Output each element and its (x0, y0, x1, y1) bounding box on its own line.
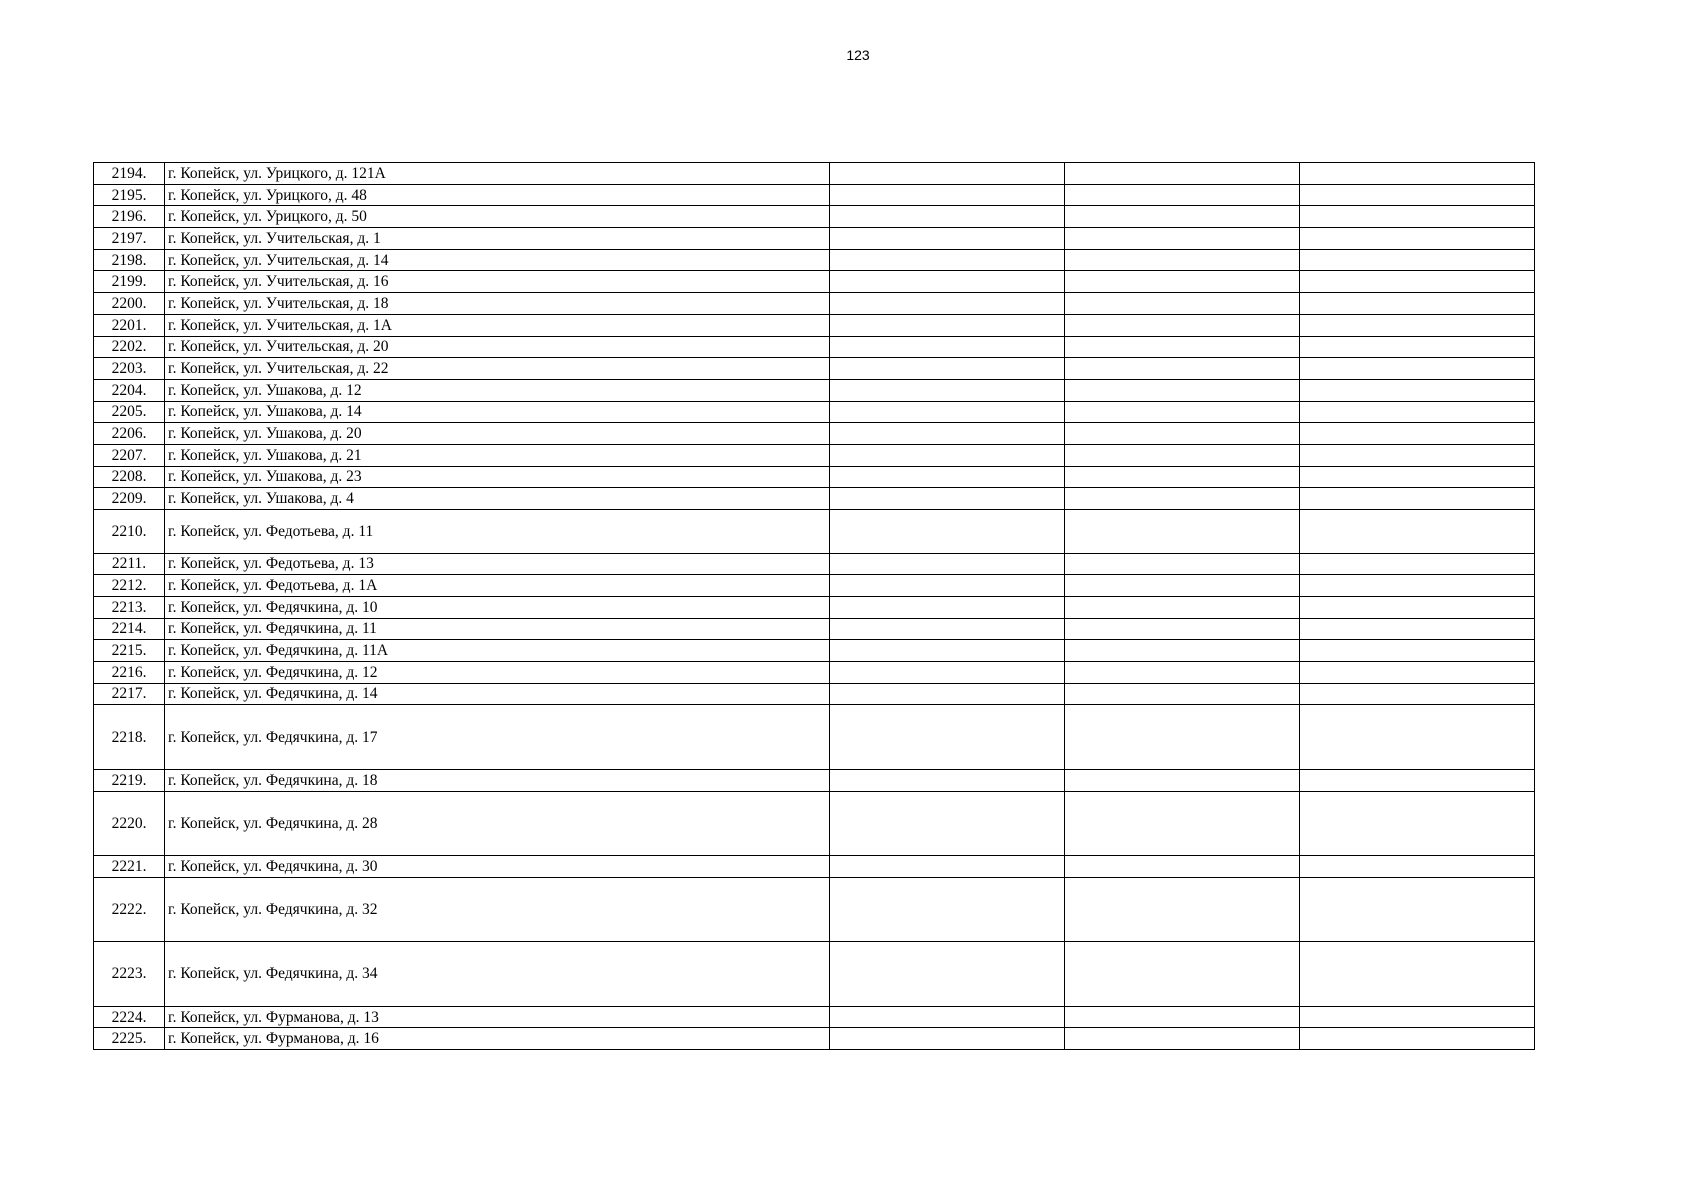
empty-cell (830, 423, 1065, 445)
empty-cell (1065, 705, 1300, 770)
address-cell: г. Копейск, ул. Федячкина, д. 18 (165, 769, 830, 791)
row-number-cell: 2210. (94, 510, 165, 554)
empty-cell (1065, 769, 1300, 791)
table-row (94, 401, 1535, 423)
table-row (94, 444, 1535, 466)
empty-cell (830, 249, 1065, 271)
row-number-cell: 2214. (94, 618, 165, 640)
empty-cell (1065, 163, 1300, 185)
empty-cell (1065, 271, 1300, 293)
row-number-cell: 2200. (94, 293, 165, 315)
row-number-cell: 2217. (94, 683, 165, 705)
table-row (94, 618, 1535, 640)
empty-cell (830, 856, 1065, 878)
table-row (94, 769, 1535, 791)
address-cell: г. Копейск, ул. Учительская, д. 22 (165, 358, 830, 380)
row-number-cell: 2220. (94, 791, 165, 856)
table-row (94, 466, 1535, 488)
empty-cell (830, 1028, 1065, 1050)
empty-cell (1300, 575, 1535, 597)
table-row (94, 791, 1535, 856)
address-cell: г. Копейск, ул. Ушакова, д. 14 (165, 401, 830, 423)
address-cell: г. Копейск, ул. Федячкина, д. 34 (165, 942, 830, 1007)
empty-cell (1300, 640, 1535, 662)
row-number-cell: 2208. (94, 466, 165, 488)
empty-cell (1065, 314, 1300, 336)
empty-cell (830, 379, 1065, 401)
row-number-cell: 2225. (94, 1028, 165, 1050)
address-cell: г. Копейск, ул. Урицкого, д. 121А (165, 163, 830, 185)
table-row (94, 423, 1535, 445)
address-cell: г. Копейск, ул. Федячкина, д. 12 (165, 661, 830, 683)
empty-cell (830, 336, 1065, 358)
empty-cell (1300, 618, 1535, 640)
empty-cell (1300, 228, 1535, 250)
empty-cell (830, 596, 1065, 618)
row-number-cell: 2195. (94, 184, 165, 206)
table-row (94, 575, 1535, 597)
empty-cell (1300, 488, 1535, 510)
empty-cell (830, 640, 1065, 662)
table-row (94, 488, 1535, 510)
empty-cell (1065, 683, 1300, 705)
table-row (94, 249, 1535, 271)
empty-cell (1065, 510, 1300, 554)
empty-cell (830, 661, 1065, 683)
empty-cell (1300, 510, 1535, 554)
table-row (94, 640, 1535, 662)
empty-cell (830, 877, 1065, 942)
address-cell: г. Копейск, ул. Учительская, д. 20 (165, 336, 830, 358)
table-row (94, 942, 1535, 1007)
address-cell: г. Копейск, ул. Федячкина, д. 14 (165, 683, 830, 705)
table-body (94, 163, 1535, 1050)
empty-cell (1300, 423, 1535, 445)
empty-cell (830, 705, 1065, 770)
empty-cell (1300, 401, 1535, 423)
address-cell: г. Копейск, ул. Ушакова, д. 21 (165, 444, 830, 466)
empty-cell (830, 769, 1065, 791)
row-number-cell: 2216. (94, 661, 165, 683)
row-number-cell: 2223. (94, 942, 165, 1007)
address-cell: г. Копейск, ул. Учительская, д. 14 (165, 249, 830, 271)
address-cell: г. Копейск, ул. Учительская, д. 1 (165, 228, 830, 250)
empty-cell (830, 314, 1065, 336)
empty-cell (1300, 314, 1535, 336)
table-row (94, 314, 1535, 336)
table-row (94, 705, 1535, 770)
row-number-cell: 2213. (94, 596, 165, 618)
empty-cell (1300, 271, 1535, 293)
empty-cell (1300, 661, 1535, 683)
row-number-cell: 2211. (94, 553, 165, 575)
row-number-cell: 2219. (94, 769, 165, 791)
address-cell: г. Копейск, ул. Учительская, д. 16 (165, 271, 830, 293)
empty-cell (1065, 379, 1300, 401)
empty-cell (1065, 618, 1300, 640)
empty-cell (1300, 942, 1535, 1007)
empty-cell (830, 791, 1065, 856)
empty-cell (1065, 856, 1300, 878)
empty-cell (1300, 1006, 1535, 1028)
table-row (94, 379, 1535, 401)
address-cell: г. Копейск, ул. Ушакова, д. 20 (165, 423, 830, 445)
empty-cell (830, 444, 1065, 466)
table-row (94, 683, 1535, 705)
table-row (94, 1028, 1535, 1050)
empty-cell (830, 553, 1065, 575)
address-cell: г. Копейск, ул. Урицкого, д. 50 (165, 206, 830, 228)
address-cell: г. Копейск, ул. Фурманова, д. 13 (165, 1006, 830, 1028)
address-cell: г. Копейск, ул. Урицкого, д. 48 (165, 184, 830, 206)
empty-cell (1065, 877, 1300, 942)
row-number-cell: 2209. (94, 488, 165, 510)
empty-cell (1300, 336, 1535, 358)
empty-cell (1065, 1028, 1300, 1050)
empty-cell (1300, 163, 1535, 185)
empty-cell (1065, 791, 1300, 856)
empty-cell (1300, 705, 1535, 770)
empty-cell (1065, 423, 1300, 445)
row-number-cell: 2199. (94, 271, 165, 293)
empty-cell (1300, 596, 1535, 618)
empty-cell (1300, 358, 1535, 380)
empty-cell (1065, 358, 1300, 380)
address-cell: г. Копейск, ул. Федотьева, д. 13 (165, 553, 830, 575)
empty-cell (830, 1006, 1065, 1028)
table-row (94, 206, 1535, 228)
table-row (94, 271, 1535, 293)
address-cell: г. Копейск, ул. Федячкина, д. 11 (165, 618, 830, 640)
empty-cell (1065, 575, 1300, 597)
row-number-cell: 2215. (94, 640, 165, 662)
empty-cell (1065, 553, 1300, 575)
empty-cell (830, 942, 1065, 1007)
empty-cell (1065, 249, 1300, 271)
row-number-cell: 2222. (94, 877, 165, 942)
address-cell: г. Копейск, ул. Федячкина, д. 17 (165, 705, 830, 770)
empty-cell (830, 683, 1065, 705)
address-cell: г. Копейск, ул. Федотьева, д. 11 (165, 510, 830, 554)
table-row (94, 877, 1535, 942)
address-table (93, 162, 1535, 1050)
table-row (94, 661, 1535, 683)
empty-cell (1300, 1028, 1535, 1050)
empty-cell (1065, 596, 1300, 618)
row-number-cell: 2204. (94, 379, 165, 401)
address-cell: г. Копейск, ул. Ушакова, д. 23 (165, 466, 830, 488)
empty-cell (1300, 293, 1535, 315)
empty-cell (830, 293, 1065, 315)
address-cell: г. Копейск, ул. Ушакова, д. 4 (165, 488, 830, 510)
empty-cell (1065, 401, 1300, 423)
empty-cell (1065, 444, 1300, 466)
address-cell: г. Копейск, ул. Фурманова, д. 16 (165, 1028, 830, 1050)
empty-cell (830, 510, 1065, 554)
empty-cell (830, 206, 1065, 228)
address-cell: г. Копейск, ул. Федотьева, д. 1А (165, 575, 830, 597)
empty-cell (1065, 640, 1300, 662)
row-number-cell: 2212. (94, 575, 165, 597)
table-row (94, 510, 1535, 554)
empty-cell (1065, 942, 1300, 1007)
empty-cell (830, 575, 1065, 597)
empty-cell (1300, 791, 1535, 856)
row-number-cell: 2197. (94, 228, 165, 250)
row-number-cell: 2194. (94, 163, 165, 185)
empty-cell (1065, 206, 1300, 228)
row-number-cell: 2202. (94, 336, 165, 358)
empty-cell (1300, 683, 1535, 705)
empty-cell (1065, 336, 1300, 358)
empty-cell (1300, 769, 1535, 791)
empty-cell (830, 228, 1065, 250)
table-row (94, 228, 1535, 250)
empty-cell (1300, 444, 1535, 466)
empty-cell (830, 271, 1065, 293)
address-cell: г. Копейск, ул. Федячкина, д. 11А (165, 640, 830, 662)
table-row (94, 184, 1535, 206)
address-cell: г. Копейск, ул. Учительская, д. 1А (165, 314, 830, 336)
address-cell: г. Копейск, ул. Ушакова, д. 12 (165, 379, 830, 401)
row-number-cell: 2203. (94, 358, 165, 380)
table-row (94, 1006, 1535, 1028)
address-cell: г. Копейск, ул. Федячкина, д. 10 (165, 596, 830, 618)
table-row (94, 596, 1535, 618)
empty-cell (830, 618, 1065, 640)
address-cell: г. Копейск, ул. Федячкина, д. 28 (165, 791, 830, 856)
table-row (94, 856, 1535, 878)
empty-cell (1300, 877, 1535, 942)
address-cell: г. Копейск, ул. Учительская, д. 18 (165, 293, 830, 315)
empty-cell (1300, 249, 1535, 271)
row-number-cell: 2221. (94, 856, 165, 878)
row-number-cell: 2207. (94, 444, 165, 466)
empty-cell (830, 401, 1065, 423)
table-row (94, 163, 1535, 185)
empty-cell (1300, 466, 1535, 488)
row-number-cell: 2206. (94, 423, 165, 445)
empty-cell (1065, 228, 1300, 250)
empty-cell (830, 184, 1065, 206)
empty-cell (1300, 379, 1535, 401)
empty-cell (830, 163, 1065, 185)
row-number-cell: 2224. (94, 1006, 165, 1028)
row-number-cell: 2201. (94, 314, 165, 336)
row-number-cell: 2198. (94, 249, 165, 271)
empty-cell (1065, 661, 1300, 683)
address-cell: г. Копейск, ул. Федячкина, д. 30 (165, 856, 830, 878)
empty-cell (1300, 856, 1535, 878)
table-row (94, 293, 1535, 315)
empty-cell (1065, 293, 1300, 315)
empty-cell (1300, 553, 1535, 575)
row-number-cell: 2205. (94, 401, 165, 423)
empty-cell (1300, 184, 1535, 206)
empty-cell (1065, 184, 1300, 206)
empty-cell (830, 358, 1065, 380)
address-cell: г. Копейск, ул. Федячкина, д. 32 (165, 877, 830, 942)
row-number-cell: 2196. (94, 206, 165, 228)
empty-cell (830, 488, 1065, 510)
page-number: 123 (846, 47, 870, 63)
table-row (94, 553, 1535, 575)
row-number-cell: 2218. (94, 705, 165, 770)
empty-cell (830, 466, 1065, 488)
empty-cell (1065, 1006, 1300, 1028)
empty-cell (1065, 488, 1300, 510)
table-row (94, 358, 1535, 380)
empty-cell (1300, 206, 1535, 228)
table-row (94, 336, 1535, 358)
empty-cell (1065, 466, 1300, 488)
